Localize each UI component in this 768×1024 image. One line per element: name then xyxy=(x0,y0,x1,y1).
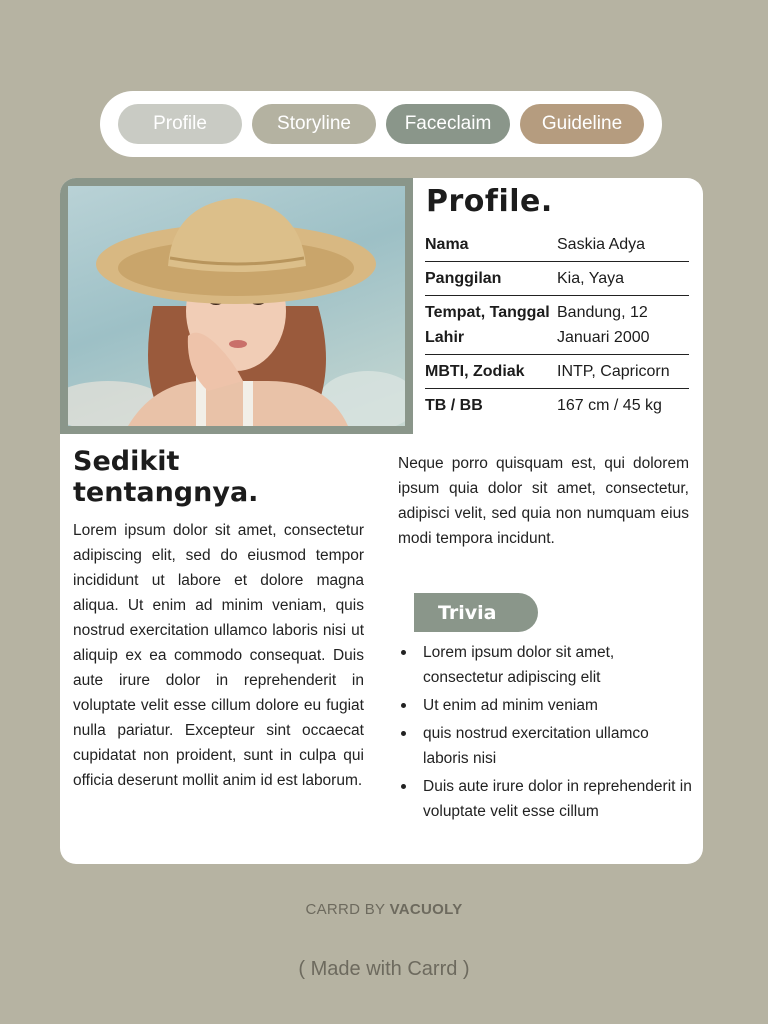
table-row xyxy=(425,389,689,423)
profile-title: Profile. xyxy=(426,184,553,219)
credit-prefix: CARRD BY xyxy=(305,901,386,918)
made-with-carrd-link[interactable]: ( Made with Carrd ) xyxy=(298,958,470,980)
bullet-icon xyxy=(401,784,406,789)
nav-profile-button[interactable]: Profile xyxy=(118,104,242,144)
profile-value: 167 cm / 45 kg xyxy=(557,397,662,414)
profile-value: Bandung, 12 Januari 2000 xyxy=(557,296,689,355)
credit-link[interactable] xyxy=(0,901,768,918)
credit-author: VACUOLY xyxy=(389,901,463,918)
profile-key: TB / BB xyxy=(425,397,483,414)
table-row xyxy=(425,262,689,296)
about-right-body: Neque porro quisquam est, qui dolorem ipsum quia dolor sit amet, consectetur, adipisci velit, sed quia non numquam eius modi tempora incidunt. xyxy=(398,455,689,547)
profile-value: Saskia Adya xyxy=(557,228,689,262)
list-item xyxy=(398,693,698,718)
profile-value: Kia, Yaya xyxy=(557,262,689,296)
trivia-heading: Trivia xyxy=(414,593,538,632)
bullet-icon xyxy=(401,703,406,708)
profile-value: INTP, Capricorn xyxy=(557,355,689,389)
bullet-icon xyxy=(401,650,406,655)
trivia-list xyxy=(398,640,698,827)
about-title: Sedikit tentangnya. xyxy=(73,446,259,508)
trivia-item-text: Duis aute irure dolor in reprehenderit in voluptate velit esse cillum xyxy=(423,778,692,820)
profile-key: Nama xyxy=(425,228,557,262)
nav-storyline-button[interactable]: Storyline xyxy=(252,104,376,144)
list-item xyxy=(398,774,698,824)
trivia-item-text: Lorem ipsum dolor sit amet, consectetur adipiscing elit xyxy=(423,644,615,686)
trivia-item-text: quis nostrud exercitation ullamco laboris nisi xyxy=(423,725,649,767)
list-item xyxy=(398,721,698,771)
bullet-icon xyxy=(401,731,406,736)
top-navigation xyxy=(100,91,662,157)
profile-key: MBTI, Zodiak xyxy=(425,355,557,389)
table-row xyxy=(425,228,689,262)
profile-key: Tempat, Tanggal Lahir xyxy=(425,296,557,355)
table-row xyxy=(425,296,689,355)
trivia-item-text: Ut enim ad minim veniam xyxy=(423,697,598,714)
portrait-illustration xyxy=(68,186,405,426)
list-item xyxy=(398,640,698,690)
profile-photo xyxy=(68,186,405,426)
nav-guideline-button[interactable]: Guideline xyxy=(520,104,644,144)
nav-faceclaim-button[interactable]: Faceclaim xyxy=(386,104,510,144)
photo-frame xyxy=(60,178,413,434)
about-body: Lorem ipsum dolor sit amet, consectetur adipiscing elit, sed do eiusmod tempor incididunt ut labore et dolore magna aliqua. Ut enim ad minim veniam, quis nostrud exercitation ullamco laboris nisi ut aliquip ex ea commodo consequat. Duis aute irure dolor in reprehenderit in voluptate velit esse cillum dolore eu fugiat nulla pariatur. Excepteur sint occaecat cupidatat non proident, sunt in culpa qui officia deserunt mollit anim id est laborum. xyxy=(73,522,364,789)
table-row xyxy=(425,355,689,389)
profile-key: Panggilan xyxy=(425,262,557,296)
profile-table xyxy=(425,228,689,422)
profile-card xyxy=(60,178,703,864)
